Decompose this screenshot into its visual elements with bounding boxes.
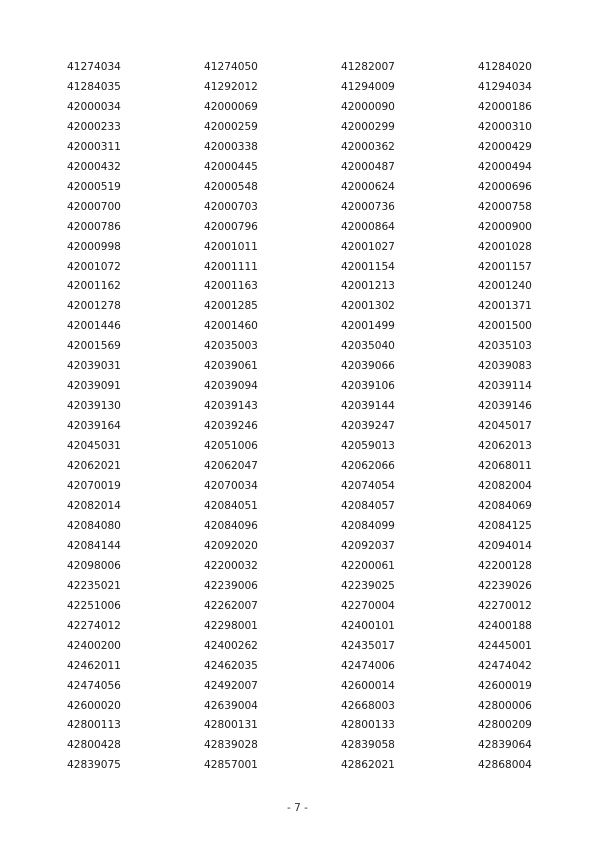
code-cell: 42001111 bbox=[204, 260, 258, 273]
code-cell: 42000429 bbox=[478, 140, 532, 153]
code-cell: 41294009 bbox=[341, 80, 395, 93]
code-cell: 42084144 bbox=[67, 539, 121, 552]
code-cell: 42070034 bbox=[204, 480, 258, 493]
code-cell: 42839058 bbox=[341, 739, 395, 752]
code-cell: 42001500 bbox=[478, 320, 532, 333]
code-cell: 42462011 bbox=[67, 659, 121, 672]
code-cell: 42000736 bbox=[341, 200, 395, 213]
code-cell: 42039146 bbox=[478, 400, 532, 413]
table-row bbox=[67, 158, 548, 178]
table-row bbox=[67, 118, 548, 138]
code-cell: 42200032 bbox=[204, 559, 258, 572]
code-cell: 42000069 bbox=[204, 100, 258, 113]
code-cell: 41274034 bbox=[67, 61, 121, 73]
code-cell: 42000259 bbox=[204, 120, 258, 133]
table-row bbox=[67, 537, 548, 557]
code-cell: 42668003 bbox=[341, 699, 395, 712]
code-cell: 42298001 bbox=[204, 619, 258, 632]
code-cell: 42000090 bbox=[341, 100, 395, 113]
table-row bbox=[67, 377, 548, 397]
code-cell: 42239006 bbox=[204, 579, 258, 592]
table-row bbox=[67, 78, 548, 98]
code-cell: 42001027 bbox=[341, 240, 395, 253]
page-number: - 7 - bbox=[287, 802, 308, 814]
code-cell: 42098006 bbox=[67, 559, 121, 572]
table-row bbox=[67, 577, 548, 597]
code-cell: 42000362 bbox=[341, 140, 395, 153]
code-cell: 42084099 bbox=[341, 519, 395, 532]
table-row bbox=[67, 98, 548, 118]
table-row bbox=[67, 756, 548, 776]
code-cell: 42235021 bbox=[67, 579, 121, 592]
code-cell: 42001499 bbox=[341, 320, 395, 333]
code-cell: 42274012 bbox=[67, 619, 121, 632]
table-row bbox=[67, 198, 548, 218]
code-cell: 42639004 bbox=[204, 699, 258, 712]
code-cell: 42001157 bbox=[478, 260, 532, 273]
code-table bbox=[67, 58, 548, 776]
code-cell: 42084069 bbox=[478, 499, 532, 512]
code-cell: 42400200 bbox=[67, 639, 121, 652]
code-cell: 42039143 bbox=[204, 400, 258, 413]
code-cell: 41284020 bbox=[478, 61, 532, 73]
code-cell: 42839064 bbox=[478, 739, 532, 752]
code-cell: 42000233 bbox=[67, 120, 121, 133]
code-cell: 42000900 bbox=[478, 220, 532, 233]
table-row bbox=[67, 716, 548, 736]
code-cell: 42039114 bbox=[478, 380, 532, 393]
code-cell: 42000998 bbox=[67, 240, 121, 253]
code-cell: 42001163 bbox=[204, 280, 258, 293]
code-cell: 42039094 bbox=[204, 380, 258, 393]
code-cell: 42000703 bbox=[204, 200, 258, 213]
code-cell: 42001460 bbox=[204, 320, 258, 333]
code-cell: 42001371 bbox=[478, 300, 532, 313]
code-cell: 42035003 bbox=[204, 340, 258, 353]
table-row bbox=[67, 178, 548, 198]
code-cell: 42270004 bbox=[341, 599, 395, 612]
code-cell: 42000487 bbox=[341, 160, 395, 173]
code-cell: 42239026 bbox=[478, 579, 532, 592]
code-cell: 42474006 bbox=[341, 659, 395, 672]
code-cell: 42000519 bbox=[67, 180, 121, 193]
code-cell: 42084125 bbox=[478, 519, 532, 532]
code-cell: 42001278 bbox=[67, 300, 121, 313]
table-row bbox=[67, 437, 548, 457]
code-cell: 42039061 bbox=[204, 360, 258, 373]
code-cell: 42270012 bbox=[478, 599, 532, 612]
code-cell: 42059013 bbox=[341, 440, 395, 453]
code-cell: 41284035 bbox=[67, 80, 121, 93]
code-cell: 42600019 bbox=[478, 679, 532, 692]
code-cell: 42039091 bbox=[67, 380, 121, 393]
table-row bbox=[67, 517, 548, 537]
code-cell: 42001011 bbox=[204, 240, 258, 253]
code-cell: 42039083 bbox=[478, 360, 532, 373]
table-row bbox=[67, 258, 548, 278]
code-cell: 42039144 bbox=[341, 400, 395, 413]
table-row bbox=[67, 557, 548, 577]
code-cell: 42839075 bbox=[67, 759, 121, 772]
code-cell: 42445001 bbox=[478, 639, 532, 652]
code-cell: 42001569 bbox=[67, 340, 121, 353]
code-cell: 42092037 bbox=[341, 539, 395, 552]
code-cell: 42000548 bbox=[204, 180, 258, 193]
code-cell: 42800428 bbox=[67, 739, 121, 752]
code-cell: 41294034 bbox=[478, 80, 532, 93]
table-row bbox=[67, 697, 548, 717]
code-cell: 42251006 bbox=[67, 599, 121, 612]
code-cell: 41292012 bbox=[204, 80, 258, 93]
code-cell: 42045017 bbox=[478, 420, 532, 433]
code-cell: 42070019 bbox=[67, 480, 121, 493]
code-cell: 42068011 bbox=[478, 460, 532, 473]
table-row bbox=[67, 317, 548, 337]
code-cell: 42084057 bbox=[341, 499, 395, 512]
code-cell: 42000299 bbox=[341, 120, 395, 133]
code-cell: 42000696 bbox=[478, 180, 532, 193]
code-cell: 42045031 bbox=[67, 440, 121, 453]
code-cell: 42435017 bbox=[341, 639, 395, 652]
code-table-body bbox=[67, 58, 548, 776]
table-row bbox=[67, 617, 548, 637]
code-cell: 42000796 bbox=[204, 220, 258, 233]
code-cell: 42462035 bbox=[204, 659, 258, 672]
table-row bbox=[67, 138, 548, 158]
code-cell: 42839028 bbox=[204, 739, 258, 752]
code-cell: 42800006 bbox=[478, 699, 532, 712]
table-row bbox=[67, 477, 548, 497]
code-cell: 42084096 bbox=[204, 519, 258, 532]
code-cell: 42400188 bbox=[478, 619, 532, 632]
code-cell: 41274050 bbox=[204, 61, 258, 73]
code-cell: 42000034 bbox=[67, 100, 121, 113]
code-cell: 42001285 bbox=[204, 300, 258, 313]
code-cell: 42000186 bbox=[478, 100, 532, 113]
code-cell: 42082014 bbox=[67, 499, 121, 512]
code-cell: 42800113 bbox=[67, 719, 121, 732]
code-cell: 42800209 bbox=[478, 719, 532, 732]
code-cell: 42039130 bbox=[67, 400, 121, 413]
code-cell: 42239025 bbox=[341, 579, 395, 592]
code-cell: 42082004 bbox=[478, 480, 532, 493]
code-cell: 42001028 bbox=[478, 240, 532, 253]
code-cell: 42800133 bbox=[341, 719, 395, 732]
code-cell: 42000494 bbox=[478, 160, 532, 173]
code-cell: 42200128 bbox=[478, 559, 532, 572]
code-cell: 42000311 bbox=[67, 140, 121, 153]
code-cell: 42035040 bbox=[341, 340, 395, 353]
table-row bbox=[67, 58, 548, 78]
table-row bbox=[67, 457, 548, 477]
code-cell: 42001154 bbox=[341, 260, 395, 273]
code-cell: 42039031 bbox=[67, 360, 121, 373]
table-row bbox=[67, 597, 548, 617]
code-cell: 42000864 bbox=[341, 220, 395, 233]
code-cell: 42039164 bbox=[67, 420, 121, 433]
code-cell: 42000758 bbox=[478, 200, 532, 213]
code-cell: 42062021 bbox=[67, 460, 121, 473]
table-row bbox=[67, 736, 548, 756]
code-cell: 42039247 bbox=[341, 420, 395, 433]
code-cell: 42474042 bbox=[478, 659, 532, 672]
code-cell: 42000624 bbox=[341, 180, 395, 193]
table-row bbox=[67, 677, 548, 697]
code-cell: 42600020 bbox=[67, 699, 121, 712]
code-cell: 42084051 bbox=[204, 499, 258, 512]
code-cell: 42039106 bbox=[341, 380, 395, 393]
code-cell: 42051006 bbox=[204, 440, 258, 453]
code-cell: 42062047 bbox=[204, 460, 258, 473]
code-cell: 42039066 bbox=[341, 360, 395, 373]
code-cell: 42000700 bbox=[67, 200, 121, 213]
table-row bbox=[67, 637, 548, 657]
code-cell: 41282007 bbox=[341, 61, 395, 73]
code-cell: 42474056 bbox=[67, 679, 121, 692]
table-row bbox=[67, 397, 548, 417]
code-cell: 42000786 bbox=[67, 220, 121, 233]
table-row bbox=[67, 357, 548, 377]
code-cell: 42857001 bbox=[204, 759, 258, 772]
code-cell: 42001162 bbox=[67, 280, 121, 293]
code-cell: 42000445 bbox=[204, 160, 258, 173]
table-row bbox=[67, 297, 548, 317]
code-cell: 42800131 bbox=[204, 719, 258, 732]
code-cell: 42001446 bbox=[67, 320, 121, 333]
table-row bbox=[67, 417, 548, 437]
code-cell: 42600014 bbox=[341, 679, 395, 692]
table-row bbox=[67, 337, 548, 357]
table-row bbox=[67, 238, 548, 258]
table-row bbox=[67, 497, 548, 517]
table-row bbox=[67, 657, 548, 677]
code-cell: 42062013 bbox=[478, 440, 532, 453]
code-cell: 42000310 bbox=[478, 120, 532, 133]
code-cell: 42001213 bbox=[341, 280, 395, 293]
code-cell: 42200061 bbox=[341, 559, 395, 572]
code-cell: 42492007 bbox=[204, 679, 258, 692]
code-cell: 42001240 bbox=[478, 280, 532, 293]
table-row bbox=[67, 277, 548, 297]
code-cell: 42035103 bbox=[478, 340, 532, 353]
code-cell: 42092020 bbox=[204, 539, 258, 552]
code-cell: 42262007 bbox=[204, 599, 258, 612]
code-cell: 42000338 bbox=[204, 140, 258, 153]
code-cell: 42400101 bbox=[341, 619, 395, 632]
code-cell: 42400262 bbox=[204, 639, 258, 652]
code-cell: 42001072 bbox=[67, 260, 121, 273]
code-cell: 42862021 bbox=[341, 759, 395, 772]
code-cell: 42094014 bbox=[478, 539, 532, 552]
table-row bbox=[67, 218, 548, 238]
code-cell: 42039246 bbox=[204, 420, 258, 433]
code-cell: 42062066 bbox=[341, 460, 395, 473]
code-cell: 42074054 bbox=[341, 480, 395, 493]
code-cell: 42001302 bbox=[341, 300, 395, 313]
code-cell: 42868004 bbox=[478, 759, 532, 772]
code-cell: 42000432 bbox=[67, 160, 121, 173]
code-cell: 42084080 bbox=[67, 519, 121, 532]
